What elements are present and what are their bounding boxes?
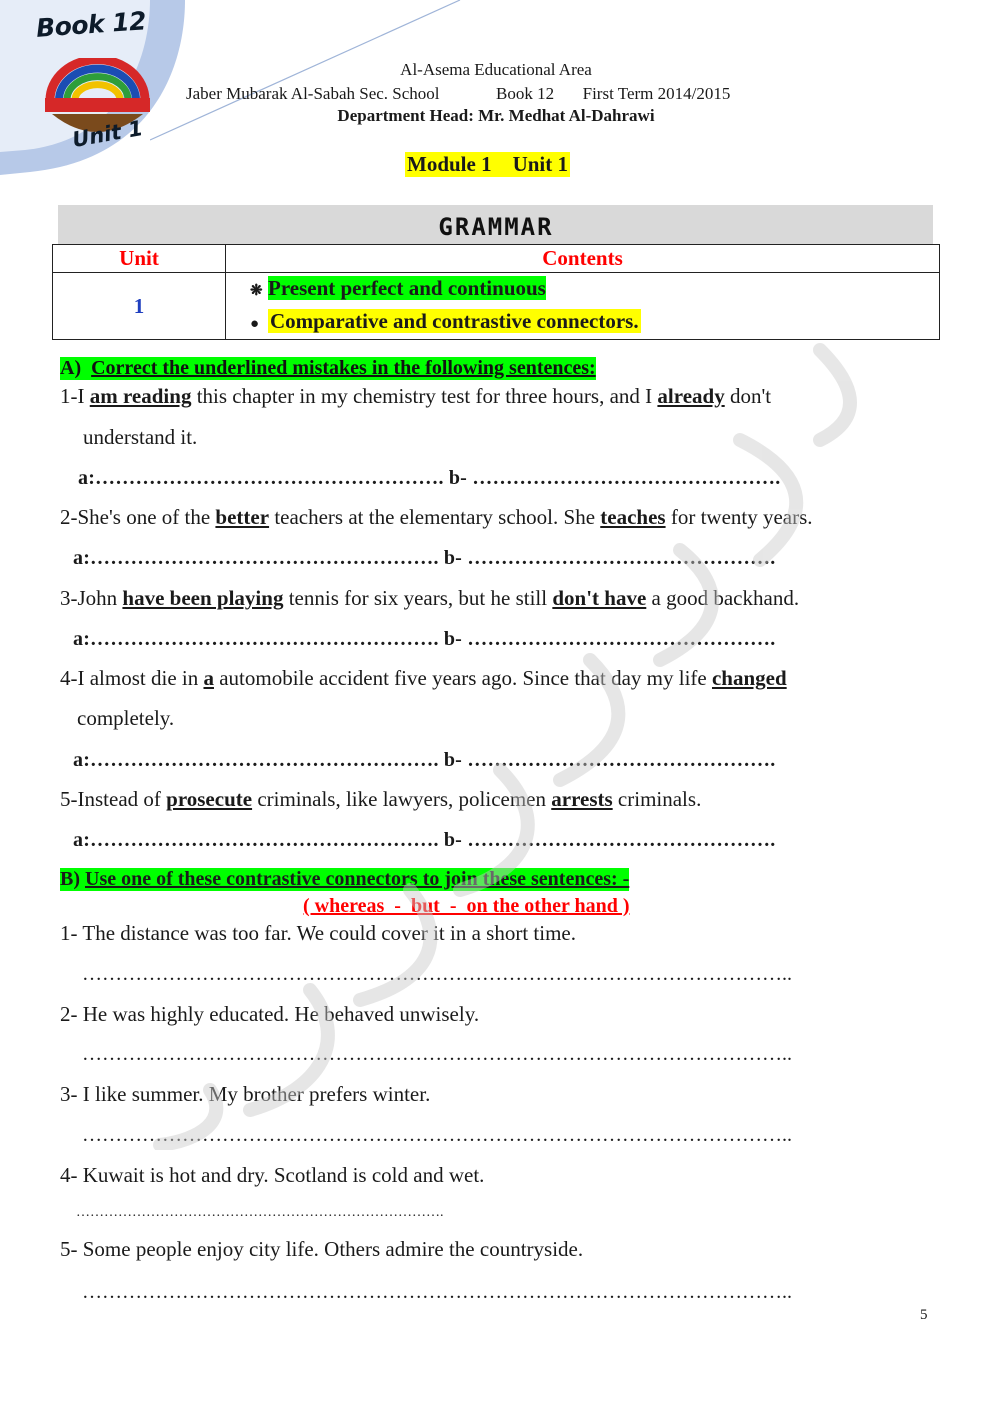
question-b3: 3- I like summer. My brother prefers winter.	[60, 1082, 431, 1106]
educational-area: Al-Asema Educational Area	[400, 60, 592, 79]
question-a1: 1-I am reading this chapter in my chemistry test for three hours, and I already don't	[60, 384, 772, 408]
question-b5: 5- Some people enjoy city life. Others admire the countryside.	[60, 1237, 584, 1261]
unit-contents-table	[52, 244, 940, 340]
bullet-icon: ❋	[250, 283, 263, 299]
answer-line-b5[interactable]: ……………………………………………………………………………………………..	[82, 1281, 792, 1303]
question-a4: 4-I almost die in a automobile accident five years ago. Since that day my life changed	[60, 666, 787, 690]
contents-column-header: Contents	[226, 245, 940, 273]
answer-line-b2[interactable]: ……………………………………………………………………………………………..	[82, 1043, 792, 1065]
question-a1-continued: understand it.	[83, 425, 198, 449]
book-label: Book 12	[496, 84, 555, 103]
page-number: 5	[920, 1307, 928, 1323]
contents-cell	[226, 273, 940, 340]
term-label: First Term 2014/2015	[582, 84, 731, 103]
contents-item: ❋ Present perfect and continuous	[226, 273, 939, 306]
contents-item: ● Comparative and contrastive connectors.	[226, 306, 939, 339]
section-a-instruction: Correct the underlined mistakes in the following sentences:	[91, 357, 596, 379]
question-a5: 5-Instead of prosecute criminals, like lawyers, policemen arrests criminals.	[60, 787, 702, 811]
department-head: Department Head: Mr. Medhat Al-Dahrawi	[337, 106, 655, 125]
section-a-heading: A) Correct the underlined mistakes in the following sentences:	[60, 357, 596, 379]
unit-badge-label: Unit 1	[70, 116, 145, 152]
connector-options: ( whereas - but - on the other hand )	[303, 895, 630, 917]
watermark	[120, 330, 900, 1150]
book-badge-title: Book 12	[35, 6, 147, 43]
answer-line-b1[interactable]: ……………………………………………………………………………………………..	[82, 963, 792, 985]
section-b-heading: B) Use one of these contrastive connectors to join these sentences: -	[60, 868, 630, 890]
answer-line-b3[interactable]: ……………………………………………………………………………………………..	[82, 1124, 792, 1146]
question-a4-continued: completely.	[77, 706, 175, 730]
question-b2: 2- He was highly educated. He behaved unwisely.	[60, 1002, 480, 1026]
unit-number: 1	[53, 273, 226, 340]
grammar-title: GRAMMAR	[438, 213, 554, 241]
answer-line-a2[interactable]: a:……………………………………………. b- ……………………………………….	[73, 547, 776, 569]
answer-line-a5[interactable]: a:……………………………………………. b- ……………………………………….	[73, 829, 776, 851]
school-line	[186, 84, 826, 104]
question-a3: 3-John have been playing tennis for six years, but he still don't have a good backhand.	[60, 586, 800, 610]
question-b1: 1- The distance was too far. We could cover it in a short time.	[60, 921, 576, 945]
question-a2: 2-She's one of the better teachers at the elementary school. She teaches for twenty years.	[60, 505, 813, 529]
section-b-instruction: Use one of these contrastive connectors to join these sentences: -	[85, 868, 630, 890]
bullet-icon: ●	[250, 316, 260, 332]
school-name: Jaber Mubarak Al-Sabah Sec. School	[186, 84, 440, 103]
question-b4: 4- Kuwait is hot and dry. Scotland is cold and wet.	[60, 1163, 485, 1187]
answer-line-a4[interactable]: a:……………………………………………. b- ……………………………………….	[73, 749, 776, 771]
answer-line-a3[interactable]: a:……………………………………………. b- ……………………………………….	[73, 628, 776, 650]
answer-line-b4[interactable]: …………………………………………………………………….	[76, 1205, 444, 1220]
answer-line-a1[interactable]: a:……………………………………………. b- ……………………………………….	[78, 467, 781, 489]
unit-column-header: Unit	[53, 245, 226, 273]
module-unit-heading: Module 1 Unit 1	[407, 152, 569, 176]
